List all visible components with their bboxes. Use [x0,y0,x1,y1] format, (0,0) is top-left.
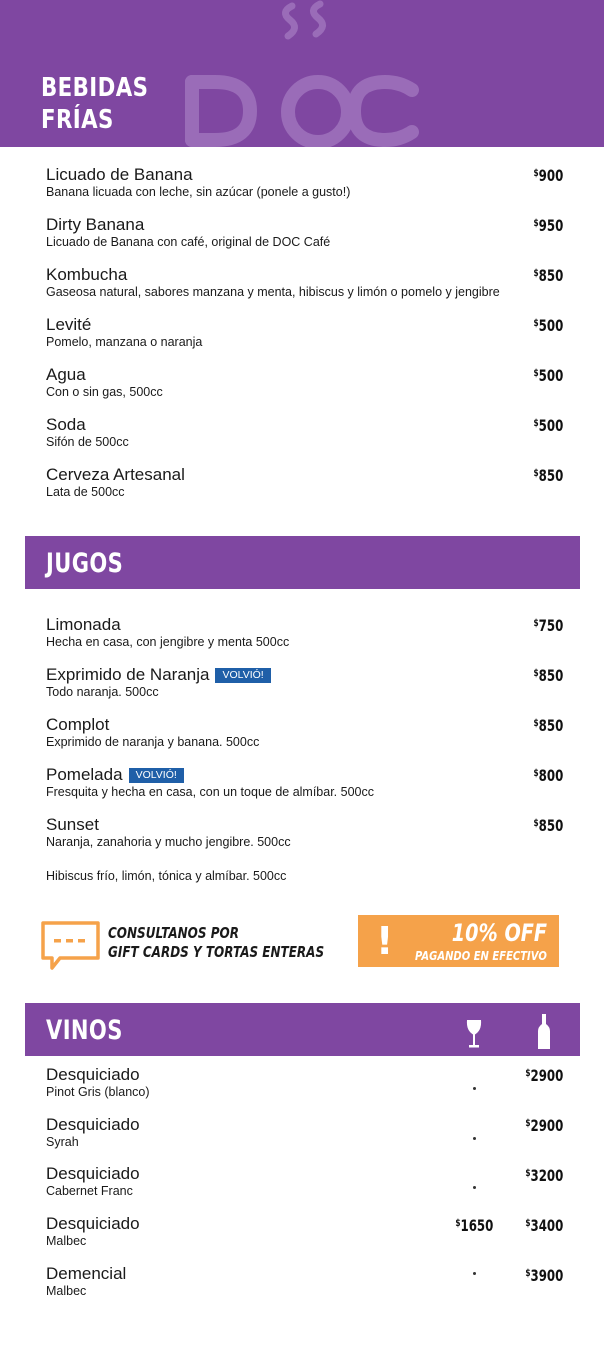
item-price: $850 [533,266,563,285]
item-description: Malbec [46,1284,87,1298]
wine-glass-icon [465,1019,483,1049]
promo-line2: GIFT CARDS Y TORTAS ENTERAS [108,943,325,961]
menu-item [46,315,566,350]
item-price: $900 [533,166,563,185]
item-name: Soda [46,415,86,434]
menu-item [46,415,566,450]
item-description: Con o sin gas, 500cc [46,385,163,399]
item-name: Dirty Banana [46,215,145,234]
item-name: Desquiciado [46,1164,140,1183]
menu-item [46,665,566,700]
item-price: $500 [533,316,563,335]
item-name: Desquiciado [46,1115,140,1134]
item-name: Exprimido de Naranja VOLVIÓ! [46,665,566,684]
item-description: Cabernet Franc [46,1184,133,1198]
item-price: $850 [533,666,563,685]
item-price: $800 [533,766,563,785]
glass-price-empty [473,1137,476,1140]
item-name: Demencial [46,1264,127,1283]
bottle-price: $2900 [525,1066,563,1085]
volvio-badge: VOLVIÓ! [215,668,270,683]
item-name: Desquiciado [46,1065,140,1084]
bottle-price: $3200 [525,1166,563,1185]
exclamation-icon: ! [376,919,394,963]
item-name: Sunset [46,815,99,834]
jugos-section-header [25,536,580,589]
menu-item [46,868,566,884]
item-price: $850 [533,816,563,835]
header-title [41,72,148,136]
wine-item [46,1065,566,1100]
item-description: Pinot Gris (blanco) [46,1085,150,1099]
item-description: Banana licuada con leche, sin azúcar (ponele a gusto!) [46,185,351,199]
glass-price-empty [473,1272,476,1275]
section-title: JUGOS [46,548,124,579]
menu-item [46,215,566,250]
wine-item [46,1264,566,1299]
glass-price-empty [473,1186,476,1189]
menu-item [46,715,566,750]
item-description: Licuado de Banana con café, original de DOC Café [46,235,331,249]
item-price: $850 [533,466,563,485]
doc-logo [180,0,430,147]
promo-text [108,924,324,962]
menu-item [46,265,566,300]
glass-price-empty [473,1087,476,1090]
bottle-price: $2900 [525,1116,563,1135]
item-description: Todo naranja. 500cc [46,685,159,699]
vinos-section-header [25,1003,580,1056]
item-price: $950 [533,216,563,235]
bottle-price: $3400 [525,1216,563,1235]
item-description: Gaseosa natural, sabores manzana y menta, hibiscus y limón o pomelo y jengibre [46,285,500,299]
menu-item [46,465,566,500]
item-name: Pomelada VOLVIÓ! [46,765,566,784]
glass-price: $1650 [455,1216,493,1235]
item-name: Kombucha [46,265,128,284]
discount-banner [358,915,559,967]
menu-item [46,765,566,800]
menu-item [46,815,566,850]
header-title-line2: FRÍAS [41,105,114,135]
discount-title: 10% OFF [451,919,547,947]
item-description: Pomelo, manzana o naranja [46,335,203,349]
header-title-line1: BEBIDAS [41,73,149,103]
item-description: Exprimido de naranja y banana. 500cc [46,735,260,749]
menu-item [46,615,566,650]
item-price: $750 [533,616,563,635]
item-price: $500 [533,366,563,385]
item-description: Naranja, zanahoria y mucho jengibre. 500cc [46,835,291,849]
chat-bubble-icon [40,920,102,972]
item-description: Fresquita y hecha en casa, con un toque de almíbar. 500cc [46,785,374,799]
menu-item [46,165,566,200]
menu-item [46,365,566,400]
item-description: Lata de 500cc [46,485,125,499]
volvio-badge: VOLVIÓ! [129,768,184,783]
wine-bottle-icon [537,1014,551,1049]
item-name: Levité [46,315,92,334]
item-name: Cerveza Artesanal [46,465,185,484]
item-price: $500 [533,416,563,435]
item-name: Agua [46,365,86,384]
item-name: Desquiciado [46,1214,140,1233]
item-name: Limonada [46,615,121,634]
item-description: Hibiscus frío, limón, tónica y almíbar. 500cc [46,869,287,883]
item-description: Syrah [46,1135,79,1149]
wine-item [46,1115,566,1150]
item-name: Licuado de Banana [46,165,193,184]
item-description: Malbec [46,1234,87,1248]
wine-item [46,1164,566,1199]
bottle-price: $3900 [525,1266,563,1285]
item-name: Complot [46,715,110,734]
item-description: Sifón de 500cc [46,435,129,449]
promo-line1: CONSULTANOS POR [108,924,239,942]
header-banner [0,0,604,147]
item-description: Hecha en casa, con jengibre y menta 500cc [46,635,290,649]
discount-subtitle: PAGANDO EN EFECTIVO [415,948,547,963]
section-title: VINOS [46,1015,123,1046]
item-price: $850 [533,716,563,735]
